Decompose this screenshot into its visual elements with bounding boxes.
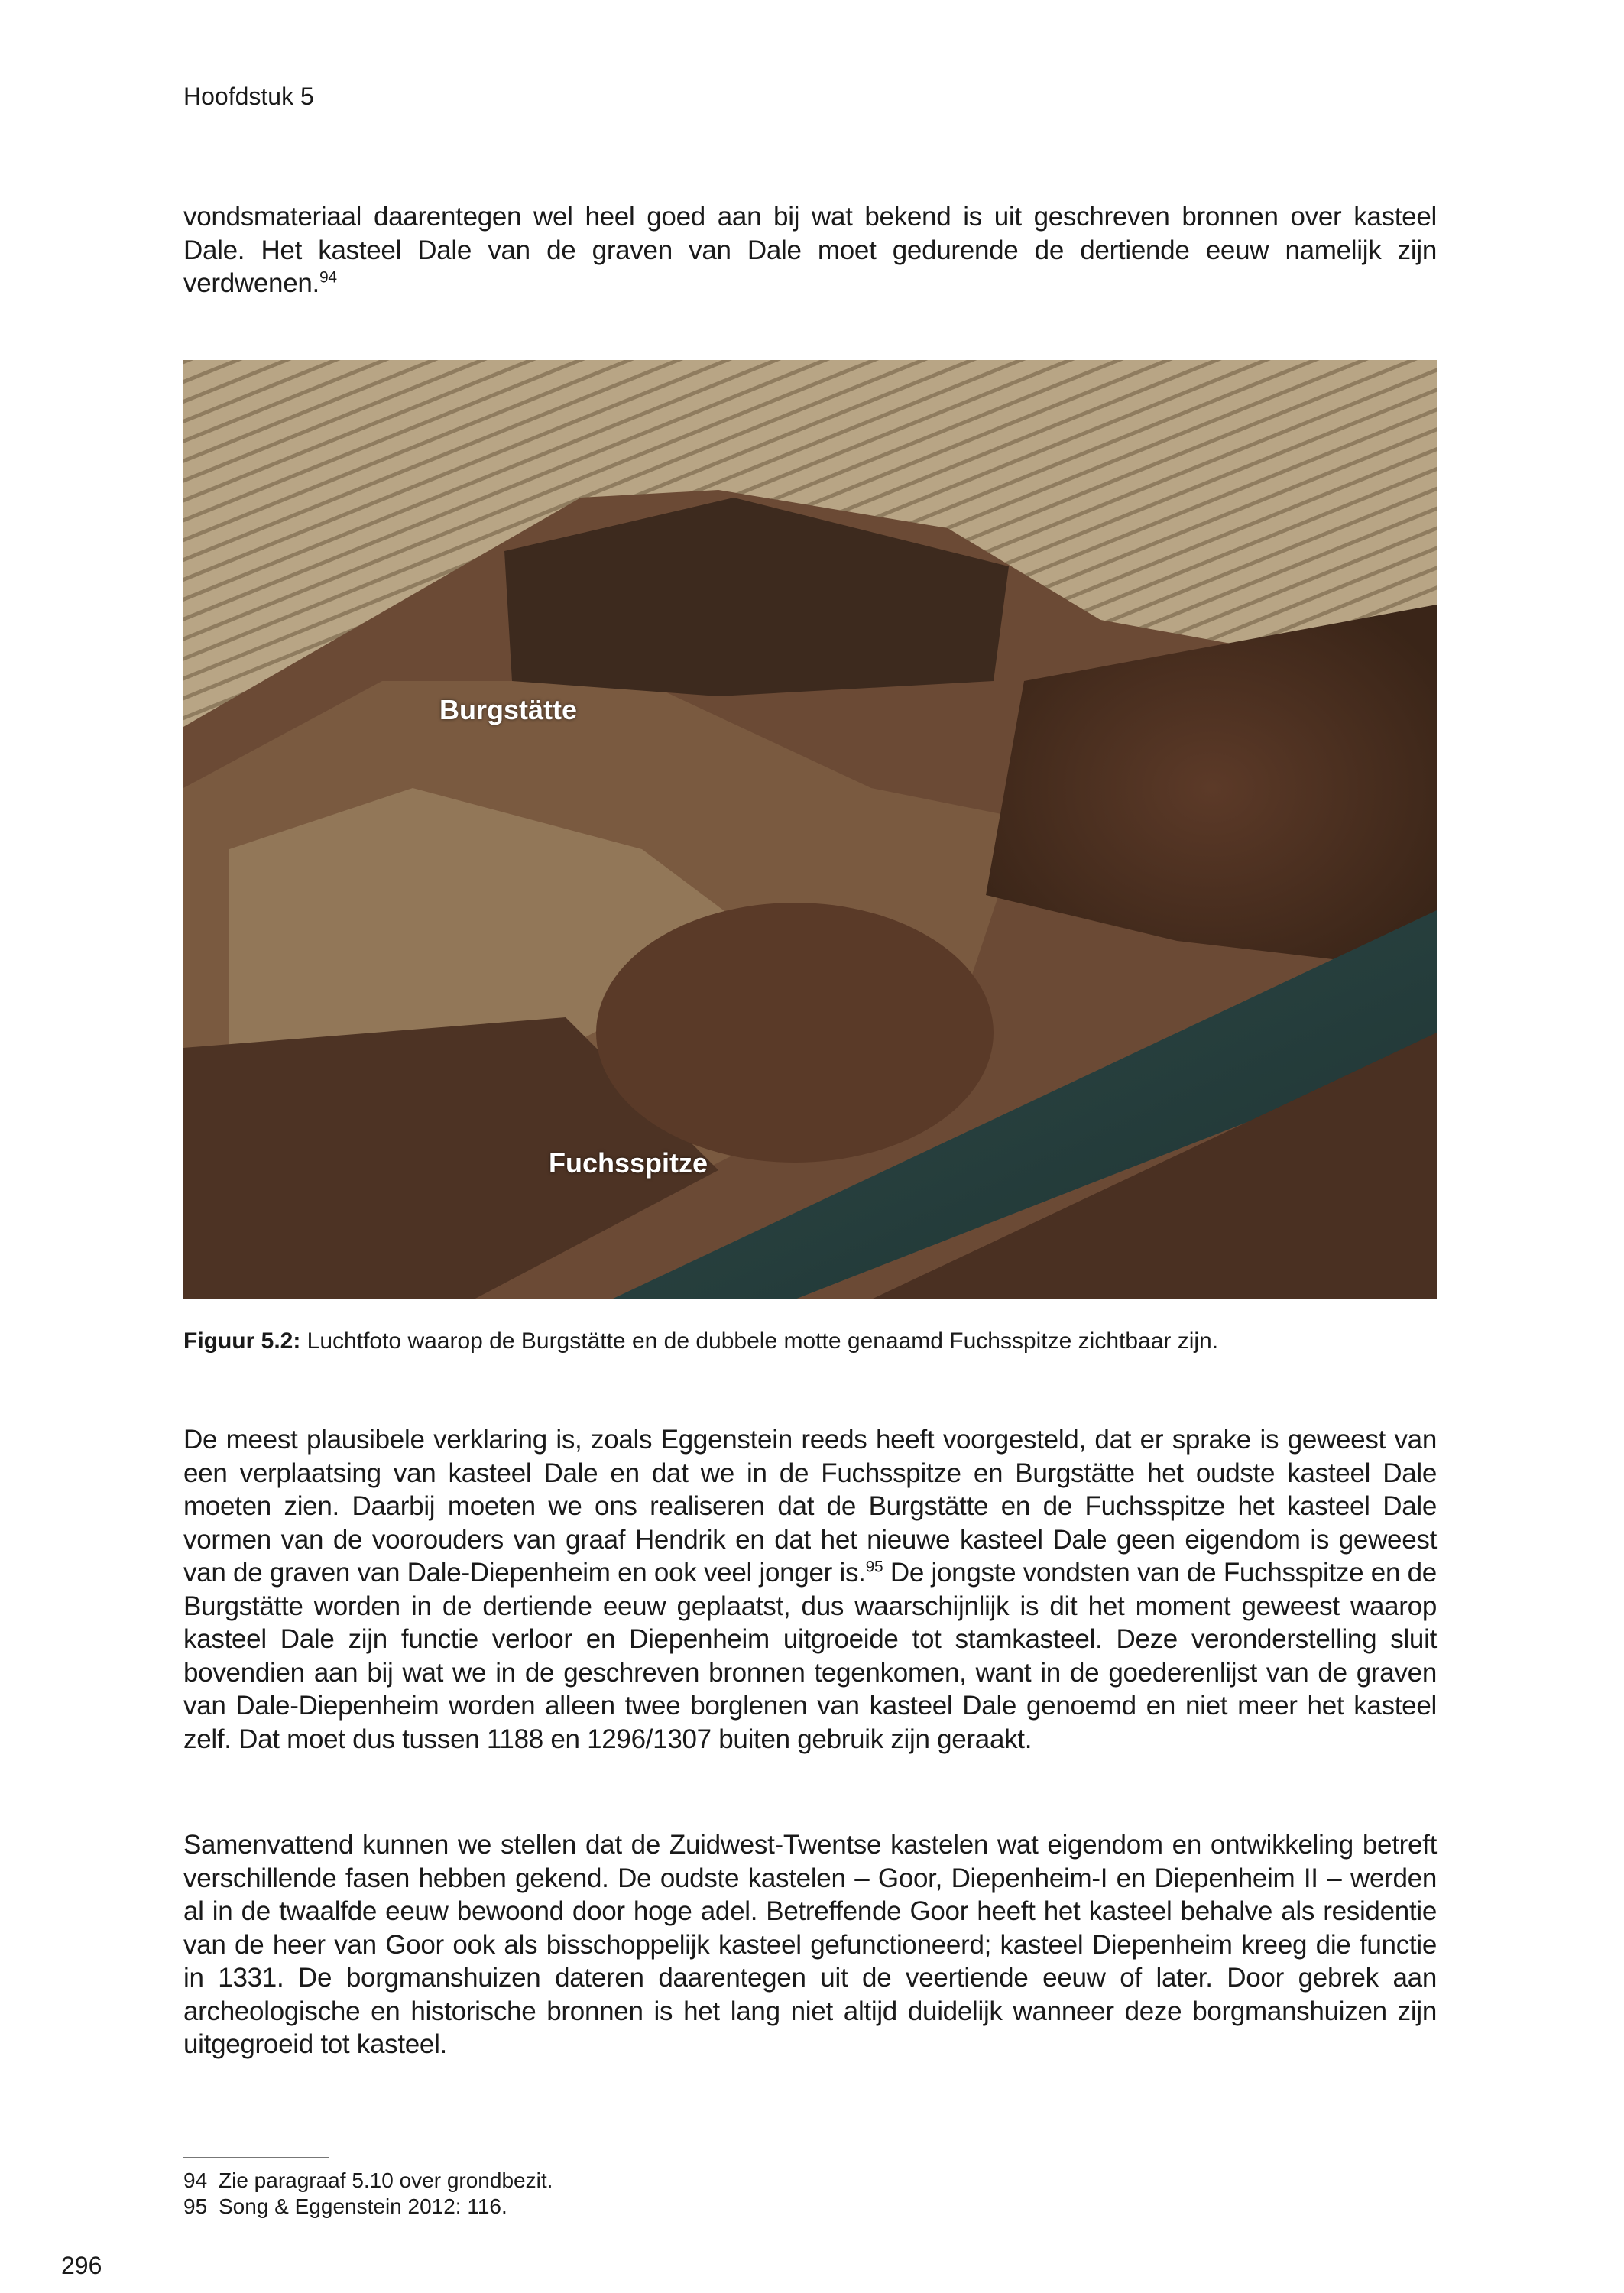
- page-number: 296: [61, 2252, 102, 2279]
- paragraph-2-text-b: De jongste vondsten van de Fuchsspitze en de Burgstätte worden in de dertiende eeuw geplaatst, dus waarschijnlijk is dit het moment geweest waarop kasteel Dale zijn functie verloor en Diepenheim uitgroeide tot stamkasteel. Deze veronderstelling sluit bovendien aan bij wat we in de geschreven bronnen tegenkomen, want in de goederenlijst van de graven van Dale-Diepenheim worden alleen twee borglenen van kasteel Dale genoemd en niet meer het kasteel zelf. Dat moet dus tussen 1188 en 1296/1307 buiten gebruik zijn geraakt.: [183, 1558, 1437, 1754]
- figure-label-fuchsspitze: Fuchsspitze: [549, 1147, 708, 1179]
- footnote-number: 94: [183, 2168, 208, 2192]
- footnote-ref-95[interactable]: 95: [865, 1558, 883, 1576]
- caption-label: Figuur 5.2:: [183, 1328, 301, 1354]
- running-head: Hoofdstuk 5: [183, 83, 314, 110]
- footnote-94: [183, 2169, 553, 2192]
- aerial-photo: [183, 360, 1437, 1299]
- paragraph-1: [183, 200, 1437, 300]
- aerial-photo-image: [183, 360, 1437, 1299]
- footnote-ref-94[interactable]: 94: [319, 268, 337, 287]
- footnote-text: Zie paragraaf 5.10 over grondbezit.: [219, 2168, 553, 2192]
- paragraph-1-text: vondsmateriaal daarentegen wel heel goed aan bij wat bekend is uit geschreven bronnen over kasteel Dale. Het kasteel Dale van de graven van Dale moet gedurende de dertiende eeuw namelijk zijn verdwenen.: [183, 202, 1437, 298]
- figure-label-burgstatte: Burgstätte: [439, 694, 578, 725]
- footnote-text: Song & Eggenstein 2012: 116.: [219, 2194, 507, 2218]
- caption-text: Luchtfoto waarop de Burgstätte en de dubbele motte genaamd Fuchsspitze zichtbaar zijn.: [300, 1328, 1219, 1354]
- paragraph-2: [183, 1423, 1437, 1756]
- paragraph-2-text-a: De meest plausibele verklaring is, zoals Eggenstein reeds heeft voorgesteld, dat er sprake is geweest van een verplaatsing van kasteel Dale en dat we in de Fuchsspitze en Burgstätte het oudste kasteel Dale moeten zien. Daarbij moeten we ons realiseren dat de Burgstätte en de Fuchsspitze het kasteel Dale vormen van de voorouders van graaf Hendrik en dat het nieuwe kasteel Dale geen eigendom is geweest van de graven van Dale-Diepenheim en ook veel jonger is.: [183, 1425, 1437, 1588]
- paragraph-3: Samenvattend kunnen we stellen dat de Zuidwest-Twentse kastelen wat eigendom en ontwikkeling betreft verschillende fasen hebben gekend. De oudste kastelen – Goor, Diepenheim-I en Diepenheim II – werden al in de twaalfde eeuw bewoond door hoge adel. Betreffende Goor heeft het kasteel behalve als residentie van de heer van Goor ook als bisschoppelijk kasteel gefunctioneerd; kasteel Diepenheim kreeg die functie in 1331. De borgmanshuizen dateren daarentegen uit de veertiende eeuw of later. Door gebrek aan archeologische en historische bronnen is het lang niet altijd duidelijk wanneer deze borgmanshuizen zijn uitgegroeid tot kasteel.: [183, 1830, 1437, 2059]
- figure-caption: [183, 1328, 1218, 1354]
- footnote-95: [183, 2195, 507, 2218]
- footnote-number: 95: [183, 2194, 208, 2218]
- footnote-divider: [183, 2157, 329, 2158]
